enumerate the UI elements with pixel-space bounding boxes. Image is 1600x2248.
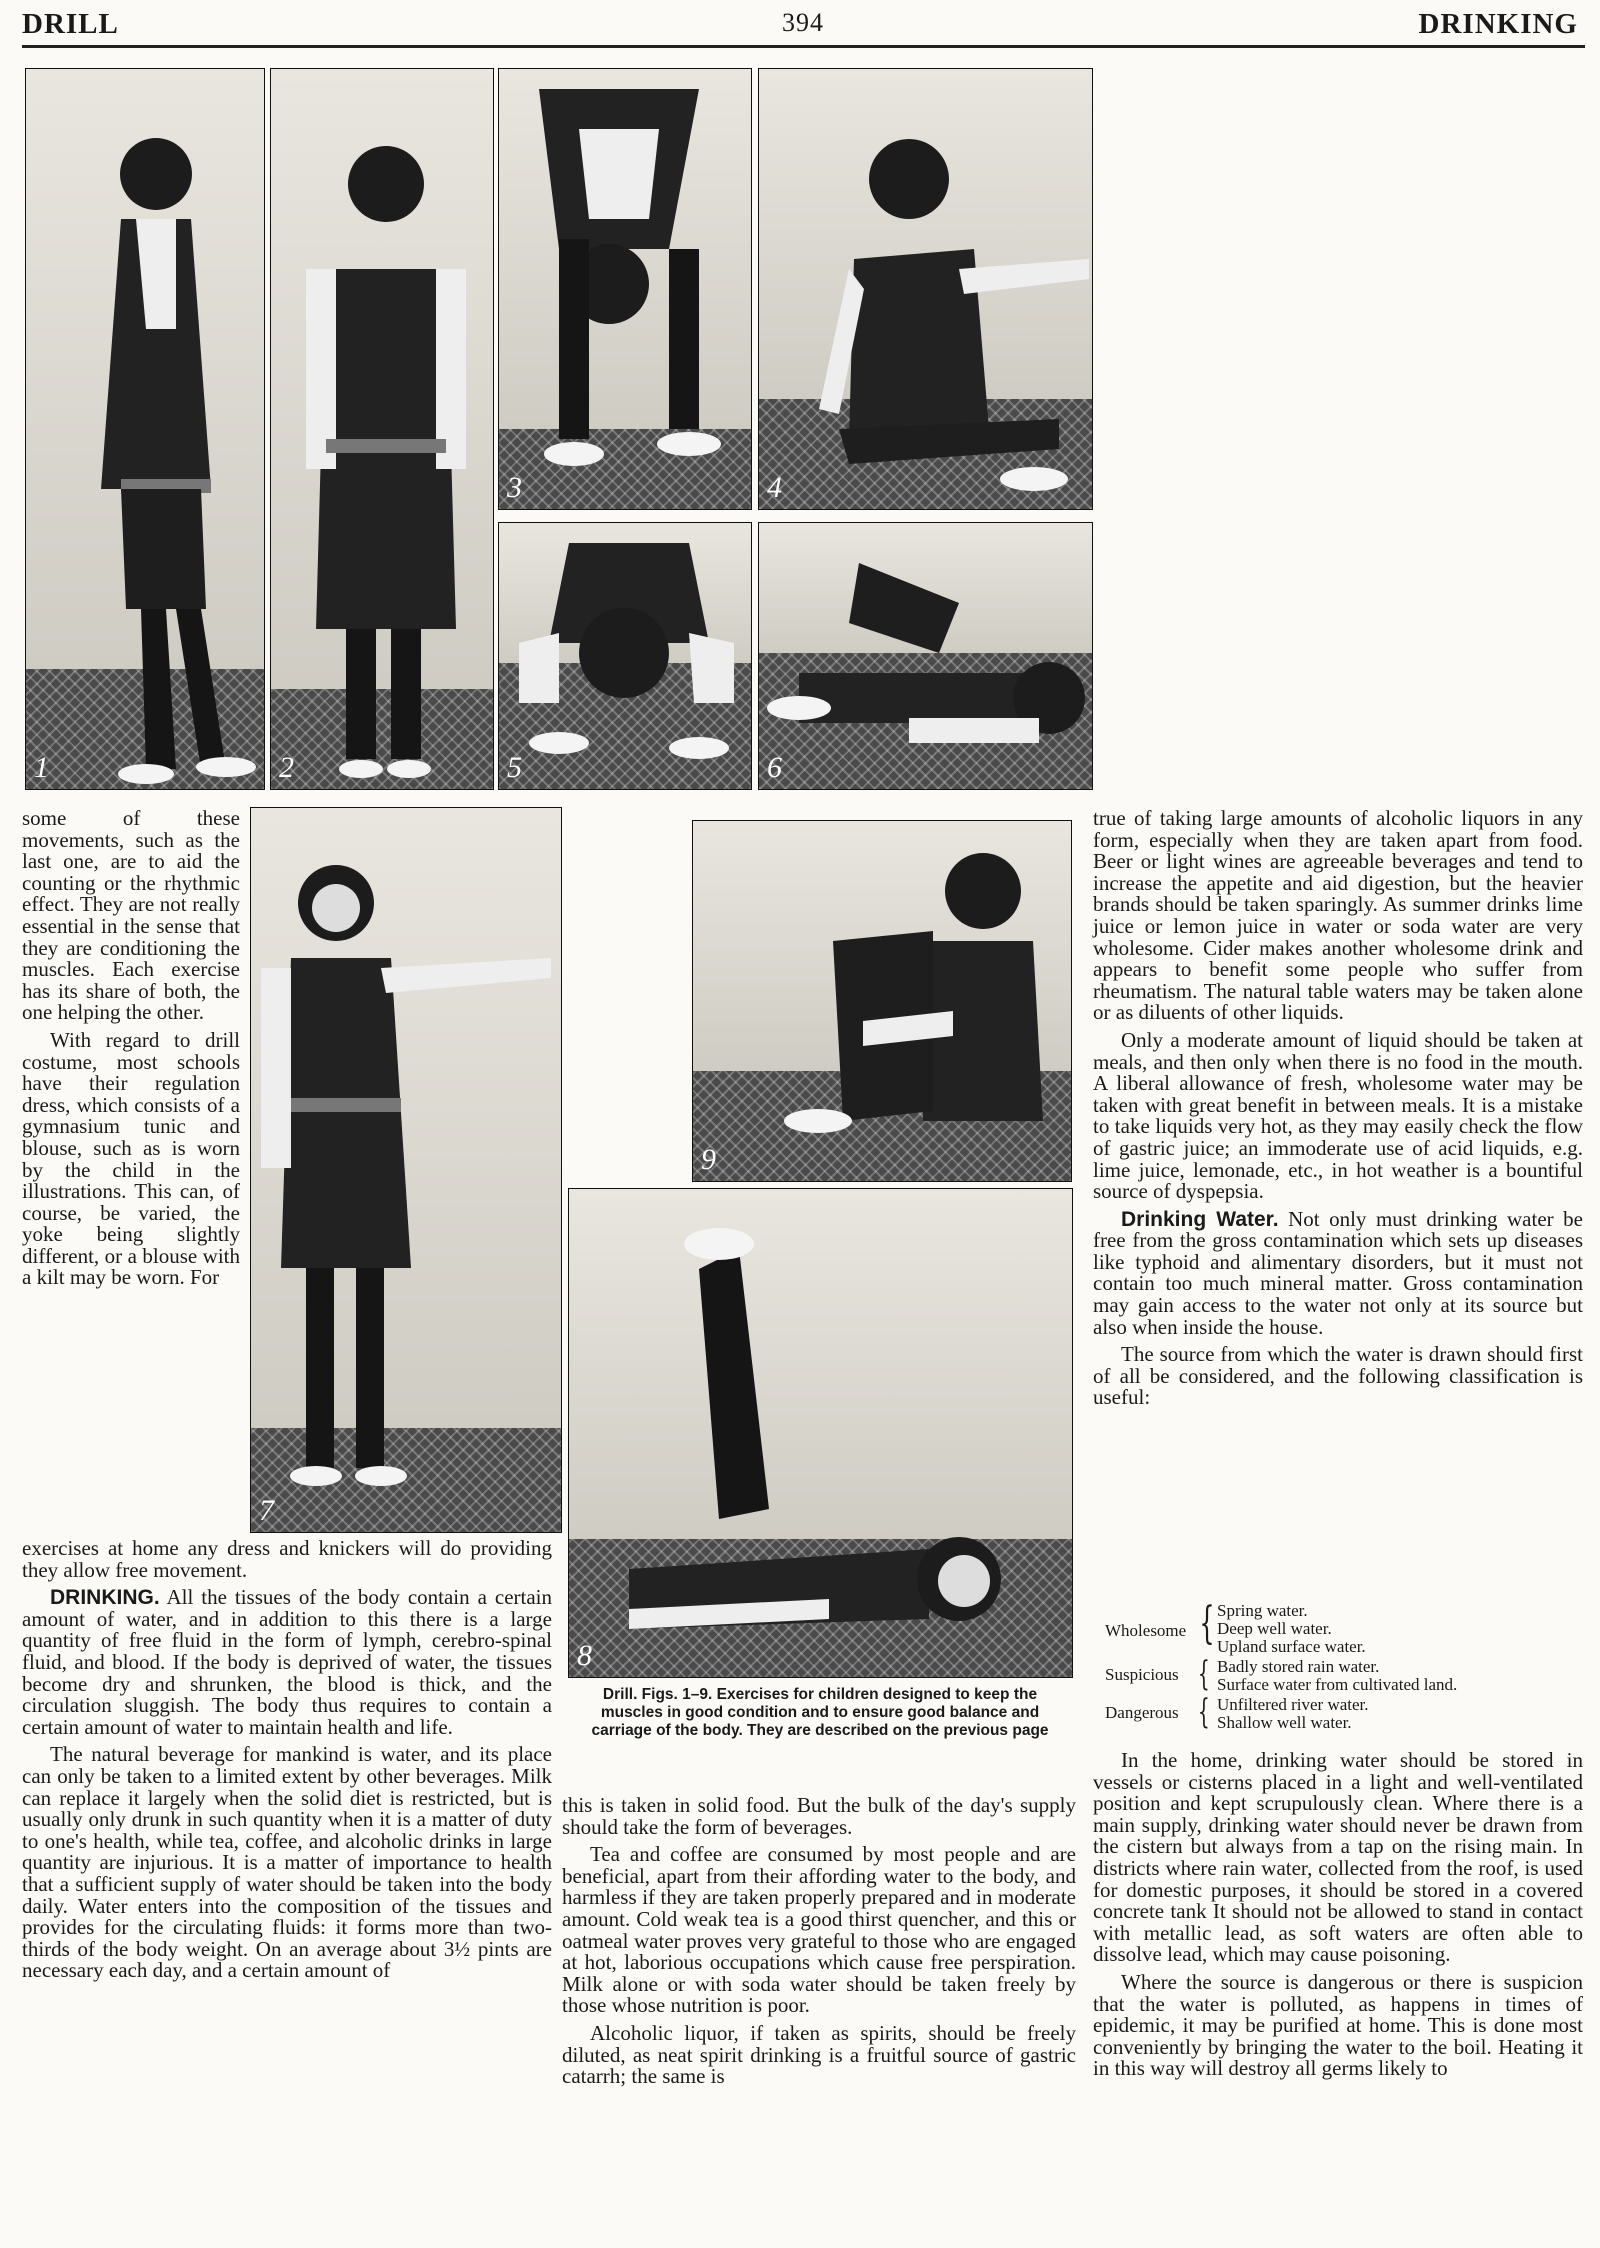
paragraph-text: All the tissues of the body contain a certain amount of water, and in addition to this there is a large quantity of free fluid in the form of lymph, cerebro-spinal fluid, and blood. If the body is deprived of water, the tissues become dry and shrunken, the blood is thick, and the circulation sluggish. The body thus requires to contain a certain amount of water to maintain health and life. (22, 1585, 552, 1739)
paragraph: The source from which the water is drawn should first of all be considered, and the following classification is useful: (1093, 1342, 1583, 1410)
paragraph: exercises at home any dress and knickers will do providing they allow free movement. (22, 1536, 552, 1582)
running-head-right: DRINKING (1418, 8, 1578, 40)
figure-2-photo (270, 68, 494, 790)
class-label-suspicious: Suspicious (1105, 1665, 1179, 1684)
class-label-dangerous: Dangerous (1105, 1703, 1179, 1722)
class-item: Upland surface water. (1217, 1637, 1366, 1656)
girl-standing-arm-extended-illustration (251, 808, 561, 1532)
class-item: Shallow well water. (1217, 1713, 1352, 1732)
left-column-bottom (22, 1538, 552, 1988)
figure-9-photo (692, 820, 1072, 1182)
section-heading-drinking-water: Drinking Water. (1121, 1207, 1279, 1231)
paragraph: this is taken in solid food. But the bulk of the day's supply should take the form of beverages. (562, 1793, 1076, 1839)
middle-column (562, 1795, 1076, 2094)
figure-1-photo (25, 68, 265, 790)
class-item: Unfiltered river water. (1217, 1695, 1369, 1714)
right-column-top (1093, 808, 1583, 1415)
girl-bending-forward-illustration (499, 69, 751, 509)
paragraph: With regard to drill costume, most schools have their regulation dress, which consists of a gymnasium tunic and blouse, such as is worn by the child in the illustrations. This can, of course, be varied, the yoke being slightly different, or a blouse with a kilt may be worn. For (22, 1027, 240, 1290)
figure-5-photo (498, 522, 752, 790)
paragraph: Only a moderate amount of liquid should be taken at meals, and then only when there is no food in the mouth. A liberal allowance of fresh, wholesome water may be taken with great benefit in between meals. It is a mistake to take liquids very hot, as they may easily check the flow of gastric juice; an immoderate use of acid liquids, e.g. lime juice, lemonade, etc., in hot weather is a bountiful source of dyspepsia. (1093, 1027, 1583, 1204)
figure-number: 4 (767, 471, 782, 504)
girl-standing-side-illustration (26, 69, 264, 789)
paragraph: Alcoholic liquor, if taken as spirits, should be freely diluted, as neat spirit drinking is a fruitful source of gastric catarrh; the same is (562, 2020, 1076, 2089)
girl-lying-legs-raised-illustration (569, 1189, 1072, 1677)
paragraph: some of these movements, such as the last one, are to aid the counting or the rhythmic effect. They are not really essential in the sense that they are conditioning the muscles. Each exercise has its share of both, the one helping the other. (22, 806, 240, 1025)
girl-sitting-hugging-knees-illustration (693, 821, 1071, 1181)
figure-number: 3 (507, 471, 522, 504)
paragraph (22, 1587, 552, 1738)
figure-number: 6 (767, 751, 782, 784)
class-item: Spring water. (1217, 1601, 1308, 1620)
girl-kneeling-bowed-illustration (499, 523, 751, 789)
figure-number: 7 (259, 1494, 274, 1527)
header-rule (22, 45, 1585, 48)
figure-8-photo (568, 1188, 1073, 1678)
right-column-bottom (1093, 1750, 1583, 2086)
paragraph: In the home, drinking water should be stored in vessels or cisterns placed in a light and well-ventilated position and kept scrupulously clean. Where there is a main supply, drinking water should never be drawn from the cistern but always from a tap on the rising main. In districts where rain water, collected from the roof, is used for domestic purposes, it should be stored in a covered concrete tank It should not be allowed to stand in contact with metallic lead, as soft waters are often able to dissolve lead, which may cause poisoning. (1093, 1748, 1583, 1967)
paragraph: Where the source is dangerous or there is suspicion that the water is polluted, as happens in times of epidemic, it may be purified at home. This is done most conveniently by bringing the water to the boil. Heating it in this way will destroy all germs likely to (1093, 1969, 1583, 2081)
figure-4-photo (758, 68, 1093, 510)
paragraph: Tea and coffee are consumed by most people and are beneficial, apart from their affording water to the body, and harmless if they are taken properly prepared and in moderate amount. Cold weak tea is a good thirst quencher, and this or oatmeal water proves very grateful to those who are engaged at hot, laborious occupations which cause free perspiration. Milk alone or with soda water should be taken freely by those whose nutrition is poor. (562, 1842, 1076, 2018)
water-classification (1105, 1600, 1585, 1740)
class-item: Surface water from cultivated land. (1217, 1675, 1458, 1694)
brace: { (1197, 1654, 1210, 1694)
girl-sitting-arm-extended-illustration (759, 69, 1092, 509)
figure-number: 8 (577, 1639, 592, 1672)
figure-7-photo (250, 807, 562, 1533)
figure-3-photo (498, 68, 752, 510)
figure-number: 9 (701, 1143, 716, 1176)
section-heading-drinking: DRINKING. (50, 1586, 160, 1610)
paragraph: The natural beverage for mankind is water, and its place can only be taken to a limited extent by other beverages. Milk can replace it largely when the solid diet is restricted, but is usually only drunk in such quantity when it is a matter of duty to one's health, while tea, coffee, and alcoholic drinks in large quantity are injurious. It is a matter of importance to health that a sufficient supply of water should be taken into the body daily. Water enters into the composition of the tissues and provides for the circulating fluids: it forms more than two-thirds of the body weight. On an average about 3½ pints are necessary each day, and a certain amount of (22, 1742, 552, 1983)
brace: { (1199, 1598, 1215, 1649)
class-item: Deep well water. (1217, 1619, 1332, 1638)
class-item: Badly stored rain water. (1217, 1657, 1380, 1676)
figure-6-photo (758, 522, 1093, 790)
girl-lying-knee-raised-illustration (759, 523, 1092, 789)
paragraph (1093, 1206, 1584, 1339)
paragraph-text: Not only must drinking water be free from the gross contamination which sets up diseases like typhoid and alimentary disorders, but it must not contain too much mineral matter. Gross contamination may gain access to the water not only at its source but also when inside the house. (1093, 1206, 1584, 1339)
left-column-top (22, 808, 240, 1295)
paragraph: true of taking large amounts of alcoholic liquors in any form, especially when they are taken apart from food. Beer or light wines are agreeable beverages and tend to increase the appetite and aid digestion, but the heavier brands should be taken sparingly. As summer drinks lime juice or lemon juice in water or soda water are very wholesome. Cider makes another wholesome drink and appears to benefit some people who suffer from rheumatism. The natural table waters may be taken alone or as diluents of other liquids. (1093, 806, 1583, 1025)
page-number: 394 (782, 8, 824, 37)
brace: { (1197, 1692, 1210, 1732)
figure-number: 5 (507, 751, 522, 784)
running-head-left: DRILL (22, 8, 119, 40)
figure-caption: Drill. Figs. 1–9. Exercises for children designed to keep the muscles in good condition and to ensure good balance and carriage of the body. They are described on the previous page (591, 1686, 1049, 1739)
girl-standing-back-illustration (271, 69, 493, 789)
class-label-wholesome: Wholesome (1105, 1621, 1187, 1640)
figure-number: 2 (279, 751, 294, 784)
figure-number: 1 (34, 751, 49, 784)
